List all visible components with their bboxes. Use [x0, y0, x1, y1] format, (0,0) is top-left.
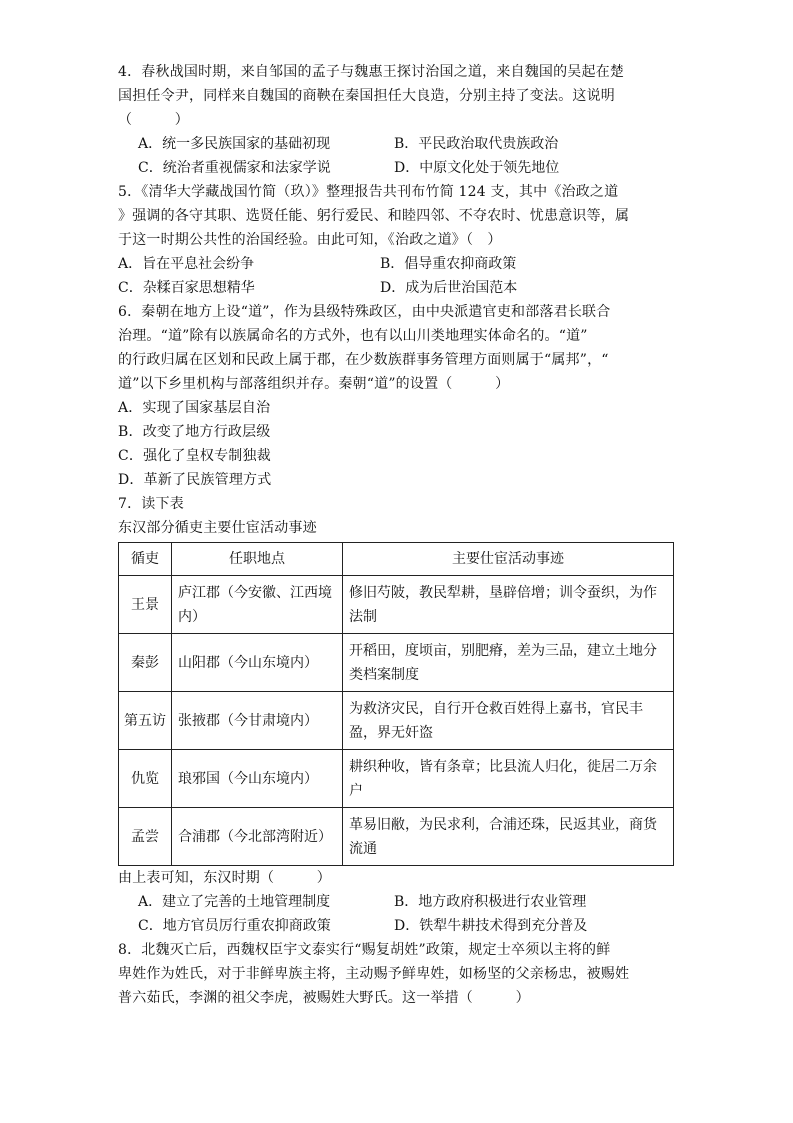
- exam-page: [118, 60, 678, 1010]
- table-cell: 为救济灾民，自行开仓救百姓得上嘉书，官民丰盈，界无奸盗: [343, 692, 674, 750]
- question-text: 》强调的各守其职、选贤任能、躬行爱民、和睦四邻、不夺农时、忧患意识等，属: [118, 208, 630, 224]
- table-cell: 秦彭: [119, 634, 172, 692]
- table-header: 循吏: [119, 543, 172, 576]
- question-text: 5．《清华大学藏战国竹简（玖）》整理报告共刊布竹简 124 支，其中《治政之道: [118, 184, 619, 200]
- option-b[interactable]: B．平民政治取代贵族政治: [394, 136, 559, 152]
- table-cell: 第五访: [119, 692, 172, 750]
- option-c[interactable]: C．强化了皇权专制独裁: [118, 448, 271, 464]
- table-cell: 王景: [119, 576, 172, 634]
- question-text: 普六茹氏，李渊的祖父李虎，被赐姓大野氏。这一举措（ ）: [118, 990, 530, 1006]
- question-7: [118, 492, 678, 938]
- options-row: [118, 132, 678, 156]
- options-row: [118, 276, 678, 300]
- table-cell: 孟尝: [119, 808, 172, 866]
- option-d[interactable]: D．革新了民族管理方式: [118, 472, 272, 488]
- table-cell: 革易旧敝，为民求利，合浦还珠，民返其业，商货流通: [343, 808, 674, 866]
- table-row: [119, 634, 674, 692]
- options-row: [118, 252, 678, 276]
- question-text: 道”以下乡里机构与部落组织并存。秦朝“道”的设置（ ）: [118, 376, 510, 392]
- question-text: 7．读下表: [118, 496, 184, 512]
- option-d[interactable]: D．成为后世治国范本: [380, 280, 518, 296]
- options-row: [118, 890, 678, 914]
- question-text: 8．北魏灭亡后，西魏权臣宇文泰实行“赐复胡姓”政策，规定士卒须以主将的鲜: [118, 942, 611, 958]
- option-b[interactable]: B．改变了地方行政层级: [118, 424, 271, 440]
- question-8: [118, 938, 678, 1010]
- question-text: 的行政归属在区划和民政上属于郡，在少数族群事务管理方面则属于“属邦”，“: [118, 352, 609, 368]
- table-cell: 张掖郡（今甘肃境内）: [172, 692, 343, 750]
- table-cell: 庐江郡（今安徽、江西境内）: [172, 576, 343, 634]
- table-header: 主要仕宦活动事迹: [343, 543, 674, 576]
- table-row: [119, 750, 674, 808]
- option-a[interactable]: A．旨在平息社会纷争: [118, 256, 255, 272]
- table-row: [119, 692, 674, 750]
- table-header: 任职地点: [172, 543, 343, 576]
- question-text: 由上表可知，东汉时期（ ）: [118, 870, 331, 886]
- question-6: [118, 300, 678, 492]
- table-cell: 山阳郡（今山东境内）: [172, 634, 343, 692]
- option-a[interactable]: A．建立了完善的土地管理制度: [138, 894, 331, 910]
- question-text: 于这一时期公共性的治国经验。由此可知，《治政之道》（ ）: [118, 232, 502, 248]
- question-text: 国担任令尹，同样来自魏国的商鞅在秦国担任大良造，分别主持了变法。这说明: [118, 88, 615, 104]
- table-cell: 耕织种收，皆有条章；比县流人归化，徙居二万余户: [343, 750, 674, 808]
- table-row: [119, 808, 674, 866]
- option-a[interactable]: A．实现了国家基层自治: [118, 400, 271, 416]
- question-4: [118, 60, 678, 180]
- table-cell: 合浦郡（今北部湾附近）: [172, 808, 343, 866]
- question-text: 治理。“道”除有以族属命名的方式外，也有以山川类地理实体命名的。“道”: [118, 328, 588, 344]
- option-b[interactable]: B．倡导重农抑商政策: [380, 256, 517, 272]
- question-text: 6．秦朝在地方上设“道”，作为县级特殊政区，由中央派遣官吏和部落君长联合: [118, 304, 611, 320]
- option-b[interactable]: B．地方政府积极进行农业管理: [394, 894, 587, 910]
- options-row: [118, 914, 678, 938]
- option-c[interactable]: C．统治者重视儒家和法家学说: [138, 160, 331, 176]
- table-header-row: [119, 543, 674, 576]
- table-cell: 仇览: [119, 750, 172, 808]
- table-cell: 修旧芍陂，教民犁耕，垦辟倍增；训令蚕织，为作法制: [343, 576, 674, 634]
- question-text: （ ）: [118, 112, 189, 128]
- table-cell: 开稻田，度顷亩，别肥瘠，差为三品，建立土地分类档案制度: [343, 634, 674, 692]
- question-text: 卑姓作为姓氏，对于非鲜卑族主将，主动赐予鲜卑姓，如杨坚的父亲杨忠，被赐姓: [118, 966, 630, 982]
- option-a[interactable]: A．统一多民族国家的基础初现: [138, 136, 331, 152]
- option-d[interactable]: D．中原文化处于领先地位: [394, 160, 560, 176]
- options-row: [118, 156, 678, 180]
- option-d[interactable]: D．铁犁牛耕技术得到充分普及: [394, 918, 588, 934]
- question-text: 4．春秋战国时期，来自邹国的孟子与魏惠王探讨治国之道，来自魏国的吴起在楚: [118, 64, 625, 80]
- table-row: [119, 576, 674, 634]
- table-title: 东汉部分循吏主要仕宦活动事迹: [118, 520, 317, 536]
- option-c[interactable]: C．地方官员厉行重农抑商政策: [138, 918, 331, 934]
- option-c[interactable]: C．杂糅百家思想精华: [118, 280, 255, 296]
- officials-table: [118, 542, 674, 866]
- table-cell: 琅邪国（今山东境内）: [172, 750, 343, 808]
- question-5: [118, 180, 678, 300]
